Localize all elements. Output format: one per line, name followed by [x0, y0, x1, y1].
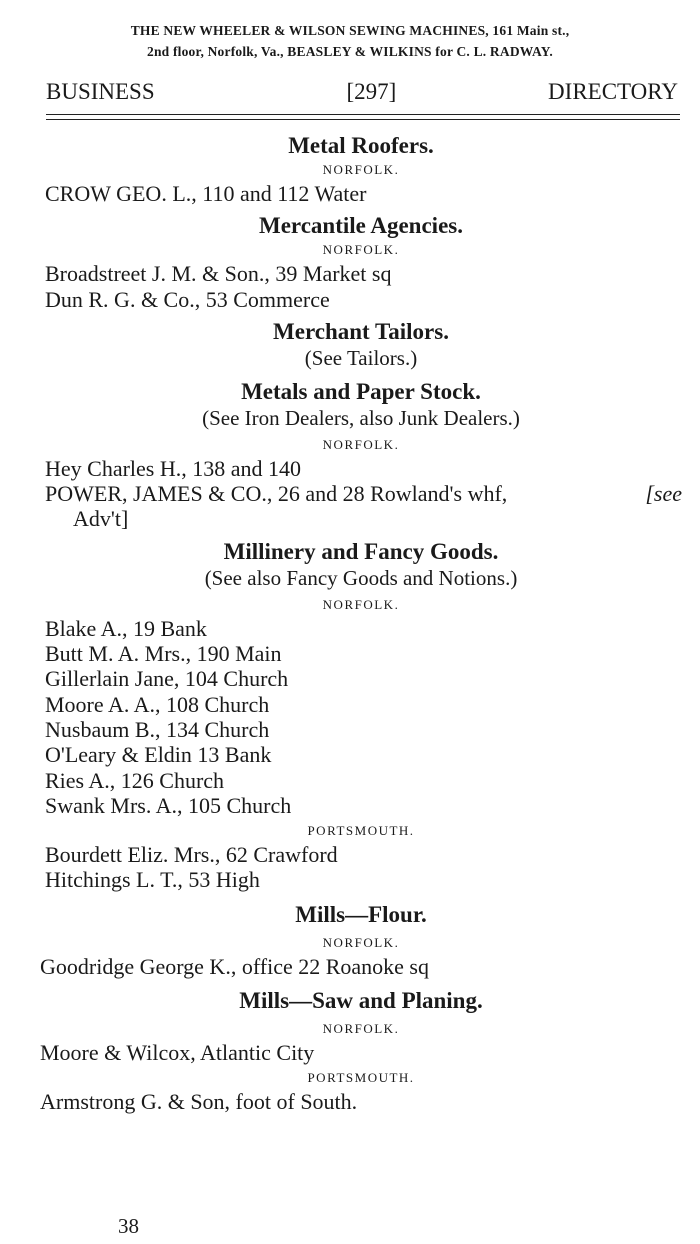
list-item: O'Leary & Eldin 13 Bank — [45, 742, 272, 768]
city-label: NORFOLK. — [322, 436, 400, 452]
list-item: Gillerlain Jane, 104 Church — [45, 666, 289, 692]
advertisement-banner — [0, 0, 700, 62]
list-item: Moore A. A., 108 Church — [45, 691, 270, 717]
double-rule-bottom — [46, 119, 680, 120]
list-item: Moore & Wilcox, Atlantic City — [40, 1040, 315, 1066]
banner-line-2: 2nd floor, Norfolk, Va., BEASLEY & WILKINS for C. L. RADWAY. — [147, 44, 553, 59]
section-heading: Millinery and Fancy Goods. — [223, 538, 499, 564]
see-advert-continuation: Adv't] — [73, 506, 129, 532]
city-label: PORTSMOUTH. — [307, 1070, 415, 1086]
list-item: Blake A., 19 Bank — [45, 615, 207, 641]
running-head-left: BUSINESS — [46, 79, 155, 104]
list-item: Armstrong G. & Son, foot of South. — [40, 1089, 358, 1115]
section-heading: Mercantile Agencies. — [259, 213, 463, 239]
list-item: CROW GEO. L., 110 and 112 Water — [45, 181, 367, 206]
see-advert-note: [see — [645, 481, 682, 507]
running-head — [46, 78, 678, 106]
running-head-right: DIRECTORY — [548, 79, 678, 104]
list-item: Broadstreet J. M. & Son., 39 Market sq — [45, 261, 392, 287]
folio-number: 38 — [118, 1214, 139, 1238]
city-label: PORTSMOUTH. — [307, 823, 415, 839]
list-item: Butt M. A. Mrs., 190 Main — [45, 641, 282, 667]
list-item: Hitchings L. T., 53 High — [45, 867, 260, 893]
list-item: Swank Mrs. A., 105 Church — [45, 792, 292, 818]
page-number: [297] — [346, 79, 397, 104]
double-rule-top — [46, 114, 680, 115]
cross-reference-note: (See Iron Dealers, also Junk Dealers.) — [202, 405, 520, 430]
cross-reference-note: (See also Fancy Goods and Notions.) — [204, 565, 518, 590]
list-item: Bourdett Eliz. Mrs., 62 Crawford — [45, 842, 338, 868]
list-item: Ries A., 126 Church — [45, 767, 225, 793]
banner-line-1: THE NEW WHEELER & WILSON SEWING MACHINES, 161 Main st., — [130, 23, 570, 38]
list-item: Goodridge George K., office 22 Roanoke sq — [40, 953, 429, 979]
city-label: NORFOLK. — [322, 596, 400, 612]
city-label: NORFOLK. — [322, 162, 400, 177]
section-heading: Metals and Paper Stock. — [241, 378, 481, 404]
list-item: Dun R. G. & Co., 53 Commerce — [45, 286, 330, 312]
cross-reference-note: (See Tailors.) — [304, 345, 418, 370]
section-heading: Metal Roofers. — [288, 133, 434, 158]
list-item: Hey Charles H., 138 and 140 — [45, 455, 302, 481]
city-label: NORFOLK. — [322, 934, 400, 950]
section-heading: Mills—Saw and Planing. — [239, 988, 483, 1014]
city-label: NORFOLK. — [322, 242, 400, 258]
section-heading: Merchant Tailors. — [273, 318, 449, 344]
city-label: NORFOLK. — [322, 1021, 400, 1037]
section-heading: Mills—Flour. — [295, 901, 427, 927]
entry-text: POWER, JAMES & CO., 26 and 28 Rowland's whf, — [45, 481, 508, 507]
list-item: Nusbaum B., 134 Church — [45, 716, 270, 742]
directory-content — [0, 128, 700, 1115]
list-item — [0, 481, 700, 506]
